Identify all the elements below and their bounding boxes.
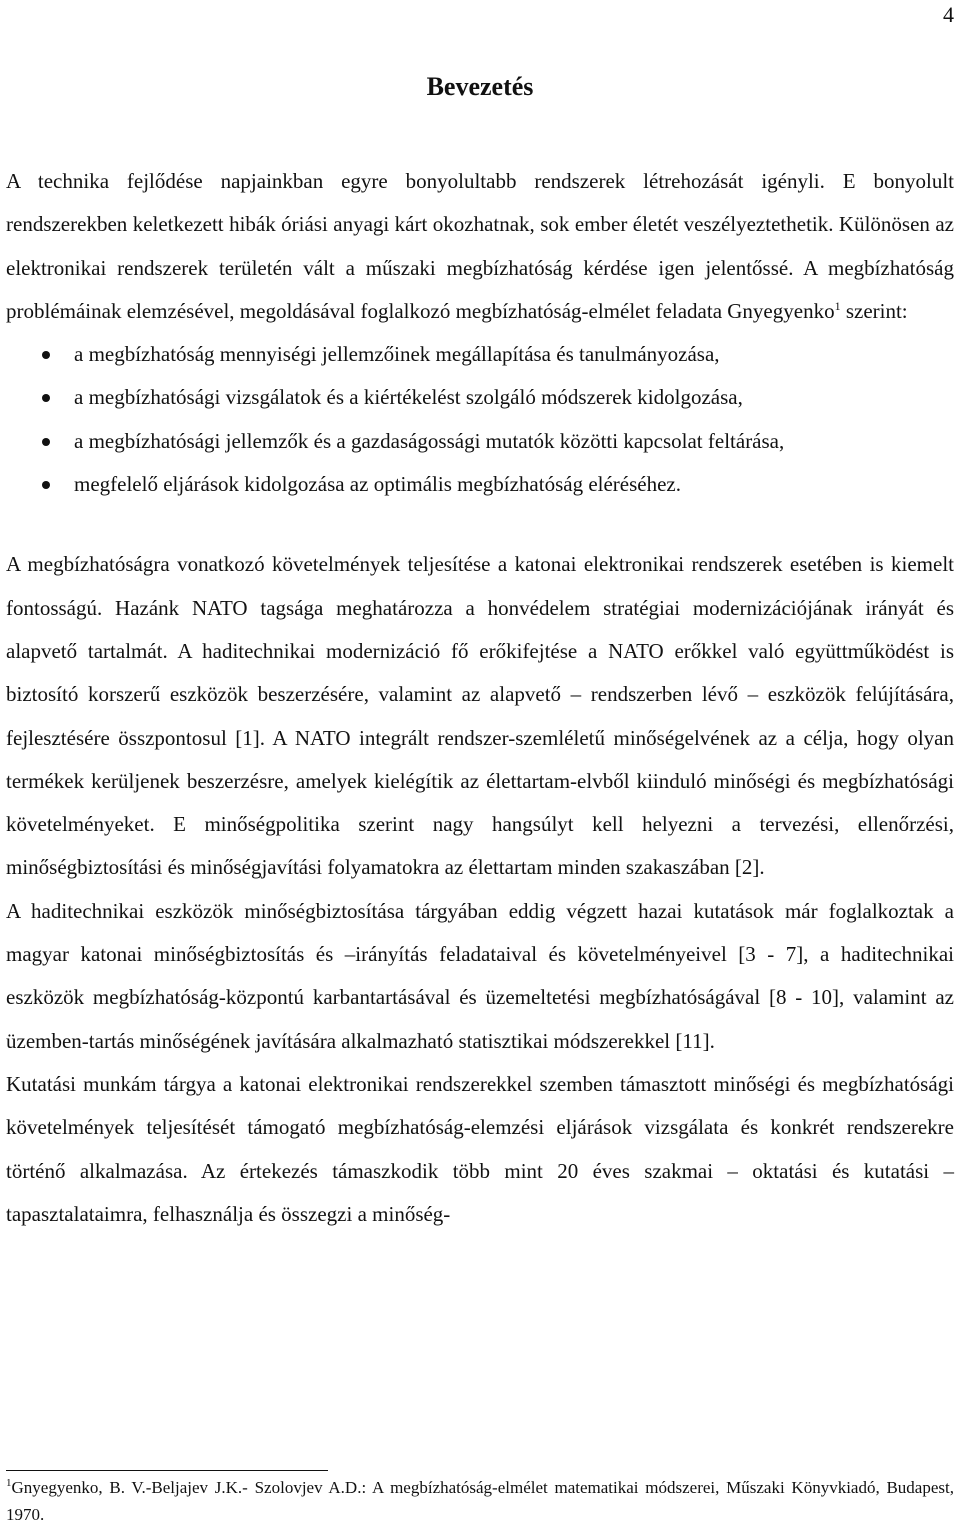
spacer [6,506,954,543]
bullet-icon [42,438,50,446]
list-item [6,376,954,419]
list-item [6,420,954,463]
footnote-text: Gnyegyenko, B. V.-Beljajev J.K.- Szolovjev A.D.: A megbízhatóság-elmélet matematikai módszerei, Műszaki Könyvkiadó, Budapest, 1970. [6,1478,954,1524]
footnote-reference[interactable]: 1 [834,298,841,313]
bullet-icon [42,481,50,489]
bullet-icon [42,394,50,402]
body-paragraph: A haditechnikai eszközök minőségbiztosítása tárgyában eddig végzett hazai kutatások már foglalkoztak a magyar katonai minőségbiztosítás és –irányítás feladataival és követelményeivel [3 - 7], a haditechnikai eszközök megbízhatóság-központú karbantartásával és üzemeltetési megbízhatóságával [8 - 10], valamint az üzemben-tartás minőségének javítására alkalmazható statisztikai módszerekkel [11]. [6,898,954,1053]
list-item [6,463,954,506]
list-item-text: a megbízhatósági vizsgálatok és a kiértékelést szolgáló módszerek kidolgozása, [74,385,743,410]
footnote-divider [6,1470,328,1471]
list-item-text: a megbízhatóság mennyiségi jellemzőinek megállapítása és tanulmányozása, [74,342,720,367]
list-item [6,333,954,376]
bullet-icon [42,351,50,359]
section-heading: Bevezetés [426,72,534,101]
list-item-text: a megbízhatósági jellemzők és a gazdaságossági mutatók közötti kapcsolat feltárása, [74,428,785,453]
intro-text-end: szerint: [840,298,908,323]
body-paragraph: A megbízhatóságra vonatkozó követelmények teljesítése a katonai elektronikai rendszerek esetében is kiemelt fontosságú. Hazánk NATO tagsága meghatározza a honvédelem stratégiai modernizációjának irányát és alapvető tartalmát. A haditechnikai modernizáció fő erőkifejtése a NATO erőkkel való együttműködést is biztosító korszerű eszközök beszerzésére, valamint az alapvető – rendszerben lévő – eszközök felújítására, fejlesztésére összpontosul [1]. A NATO integrált rendszer-szemléletű minőségelvének az a célja, hogy olyan termékek kerüljenek beszerzésre, amelyek kielégítik az élettartam-elvből kiinduló minőségi és megbízhatósági követelményeket. E minőségpolitika szerint nagy hangsúlyt kell helyezni a tervezési, ellenőrzési, minőségbiztosítási és minőségjavítási folyamatokra az élettartam minden szakaszában [2]. [6,552,954,880]
footnote-marker: 1 [6,1477,12,1489]
task-list [6,333,954,506]
list-item-text: megfelelő eljárások kidolgozása az optimális megbízhatóság eléréséhez. [74,472,682,497]
intro-text: A technika fejlődése napjainkban egyre bonyolultabb rendszerek létrehozását igényli. E bonyolult rendszerekben keletkezett hibák óriási anyagi kárt okozhatnak, sok ember életét veszélyeztethetik. Különösen az elektronikai rendszerek területén vált a műszaki megbízhatóság kérdése igen jelentőssé. A megbízhatóság problémáinak elemzésével, megoldásával foglalkozó megbízhatóság-elmélet feladata Gnyegyenko [6,169,954,323]
body-text [6,160,954,1236]
footnote [6,1474,954,1528]
intro-paragraph [6,160,954,333]
body-paragraph: Kutatási munkám tárgya a katonai elektronikai rendszerekkel szemben támasztott minőségi és megbízhatósági követelmények teljesítését támogató megbízhatóság-elemzési eljárások vizsgálata és konkrét rendszerekre történő alkalmazása. Az értekezés támaszkodik több mint 20 éves szakmai – oktatási és kutatási – tapasztalataimra, felhasználja és összegzi a minőség- [6,1071,954,1226]
page-number: 4 [943,2,954,27]
